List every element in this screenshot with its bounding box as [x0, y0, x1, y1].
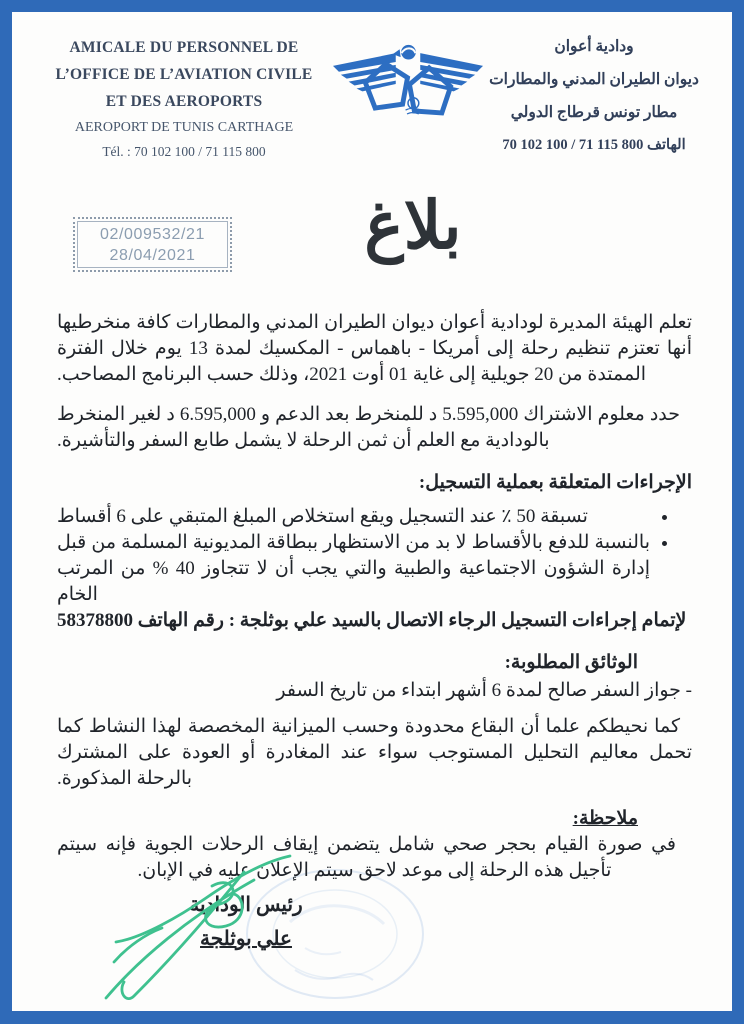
org-name-ar-line: ودادية أعوان — [554, 38, 634, 55]
org-name-line: L’OFFICE DE L’AVIATION CIVILE — [55, 66, 313, 83]
note-heading: ملاحظة: — [572, 808, 638, 829]
document-body — [57, 310, 692, 952]
list-item-installments: • بالنسبة للدفع بالأقساط لا بد من الاستظهار ببطاقة المديونية المسلمة من قبل إدارة الشؤون الاجتماعية والطبية والتي يجب أن لا تتجاوز 40 % من المرتب الخام — [57, 530, 650, 608]
org-phone-line: Tél. : 70 102 100 / 71 115 800 — [102, 144, 266, 159]
org-address-line: AEROPORT DE TUNIS CARTHAGE — [74, 120, 294, 135]
header-arabic — [470, 30, 718, 161]
org-name-line: ET DES AEROPORTS — [105, 93, 263, 110]
winged-emblem-icon — [332, 38, 484, 134]
documents-heading: الوثائق المطلوبة: — [504, 652, 638, 673]
signature-block — [158, 892, 334, 952]
paragraph-fees: حدد معلوم الاشتراك 5.595,000 د للمنخرط بعد الدعم و 6.595,000 د لغير المنخرط بالودادية مع العلم أن ثمن الرحلة لا يشمل طابع السفر والتأشيرة. — [57, 404, 680, 451]
stamp-date: 28/04/2021 — [109, 246, 196, 264]
procedures-heading: الإجراءات المتعلقة بعملية التسجيل: — [418, 472, 692, 493]
phone-number: 70 102 100 / 71 115 800 — [502, 137, 644, 153]
paragraph-quarantine-notice: في صورة القيام بحجر صحي شامل يتضمن إيقاف الرحلات الجوية فإنه سيتم تأجيل هذه الرحلة إلى موعد لاحق سيتم الإعلان عليه في الإبان. — [57, 834, 676, 881]
org-phone-ar-line — [470, 129, 718, 161]
registry-stamp — [73, 217, 232, 272]
document-paper — [12, 12, 732, 1011]
page-title: بلاغ — [364, 190, 462, 263]
oaca-logo-icon — [332, 38, 484, 134]
header-french — [38, 34, 330, 164]
signer-title: رئيس الودادية — [189, 894, 303, 916]
procedures-list — [57, 504, 692, 608]
registry-stamp-inner — [77, 221, 228, 268]
org-address-ar-line: مطار تونس قرطاج الدولي — [510, 104, 678, 121]
list-item-deposit: • تسبقة 50 ٪ عند التسجيل ويقع استخلاص المبلغ المتبقي على 6 أقساط — [57, 504, 650, 530]
org-name-line: AMICALE DU PERSONNEL DE — [69, 39, 299, 56]
document-item-passport: - جواز السفر صالح لمدة 6 أشهر ابتداء من تاريخ السفر — [276, 680, 692, 701]
phone-label: الهاتف — [647, 137, 686, 153]
paragraph-budget-notice: كما نحيطكم علما أن البقاع محدودة وحسب الميزانية المخصصة لهذا النشاط كما تحمل معاليم التحليل المستوجب سواء عند المغادرة أو العودة على المشترك بالرحلة المذكورة. — [57, 716, 692, 789]
stamp-reference-number: 02/009532/21 — [99, 225, 206, 243]
signer-name: علي بوثلجة — [200, 928, 292, 950]
org-name-ar-line: ديوان الطيران المدني والمطارات — [489, 71, 699, 88]
paragraph-trip-announcement: تعلم الهيئة المديرة لودادية أعوان ديوان الطيران المدني والمطارات كافة منخرطيها أنها تعتزم تنظيم رحلة إلى أمريكا - باهماس - المكسيك لمدة 13 يوم خلال الفترة الممتدة من 20 جويلية إلى غاية 01 أوت 2021، وذلك حسب البرنامج المصاحب. — [57, 312, 692, 385]
contact-line: لإتمام إجراءات التسجيل الرجاء الاتصال بالسيد علي بوثلجة : رقم الهاتف 58378800 — [57, 610, 687, 631]
